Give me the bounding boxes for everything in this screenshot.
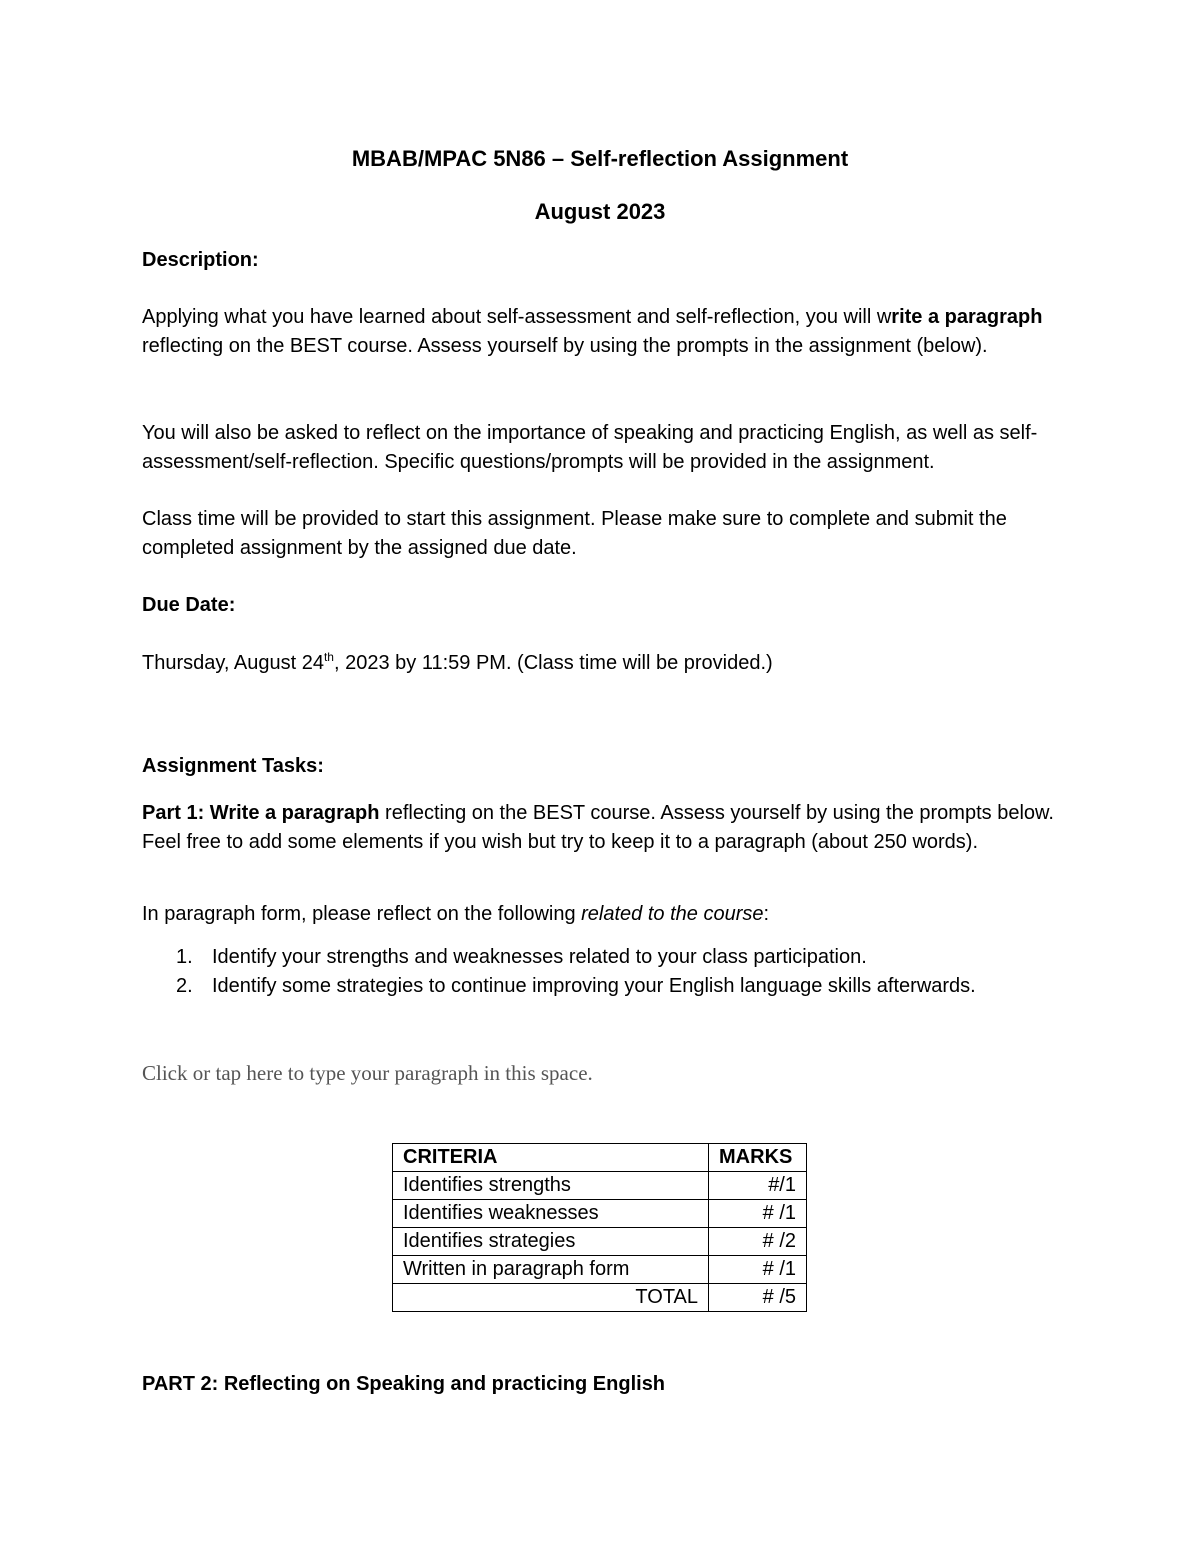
task-list	[142, 943, 1072, 1001]
document-date: August 2023	[534, 199, 666, 224]
criteria-cell: Identifies weaknesses	[393, 1200, 709, 1228]
marking-rubric-table	[392, 1143, 807, 1312]
table-row	[393, 1172, 807, 1200]
document-title: MBAB/MPAC 5N86 – Self-reflection Assignment	[351, 146, 849, 171]
marks-header: MARKS	[709, 1144, 807, 1172]
description-paragraph-2: You will also be asked to reflect on the importance of speaking and practicing English, as well as self-assessment/self-reflection. Specific questions/prompts will be provided in the assignment.	[142, 422, 1038, 473]
total-label: TOTAL	[393, 1284, 709, 1312]
list-item: 2. Identify some strategies to continue improving your English language skills afterwards.	[176, 975, 976, 997]
criteria-cell: Identifies strengths	[393, 1172, 709, 1200]
marks-cell: # /1	[709, 1256, 807, 1284]
table-header-row	[393, 1144, 807, 1172]
description-paragraph-3: Class time will be provided to start this assignment. Please make sure to complete and submit the completed assignment by the assigned due date.	[142, 508, 1007, 559]
due-date-text: Thursday, August 24th, 2023 by 11:59 PM. (Class time will be provided.)	[142, 650, 773, 674]
table-total-row	[393, 1284, 807, 1312]
total-marks: # /5	[709, 1284, 807, 1312]
table-row	[393, 1200, 807, 1228]
paragraph-input-placeholder[interactable]: Click or tap here to type your paragraph in this space.	[142, 1061, 593, 1085]
criteria-header: CRITERIA	[393, 1144, 709, 1172]
table-row	[393, 1228, 807, 1256]
part1-paragraph: Part 1: Write a paragraph reflecting on the BEST course. Assess yourself by using the prompts below. Feel free to add some elements if you wish but try to keep it to a paragraph (about 250 words).	[142, 802, 1054, 853]
due-date-heading: Due Date:	[142, 594, 236, 616]
description-heading: Description:	[142, 249, 259, 271]
criteria-cell: Identifies strategies	[393, 1228, 709, 1256]
marks-cell: # /2	[709, 1228, 807, 1256]
reflect-intro: In paragraph form, please reflect on the following related to the course:	[142, 903, 770, 925]
assignment-tasks-heading: Assignment Tasks:	[142, 755, 324, 777]
table-row	[393, 1256, 807, 1284]
criteria-cell: Written in paragraph form	[393, 1256, 709, 1284]
description-paragraph-1: Applying what you have learned about self-assessment and self-reflection, you will write a paragraph reflecting on the BEST course. Assess yourself by using the prompts in the assignment (below).	[142, 306, 1043, 357]
part2-heading: PART 2: Reflecting on Speaking and practicing English	[142, 1373, 666, 1395]
marks-cell: # /1	[709, 1200, 807, 1228]
marks-cell: #/1	[709, 1172, 807, 1200]
list-item: 1. Identify your strengths and weaknesses related to your class participation.	[176, 946, 867, 968]
